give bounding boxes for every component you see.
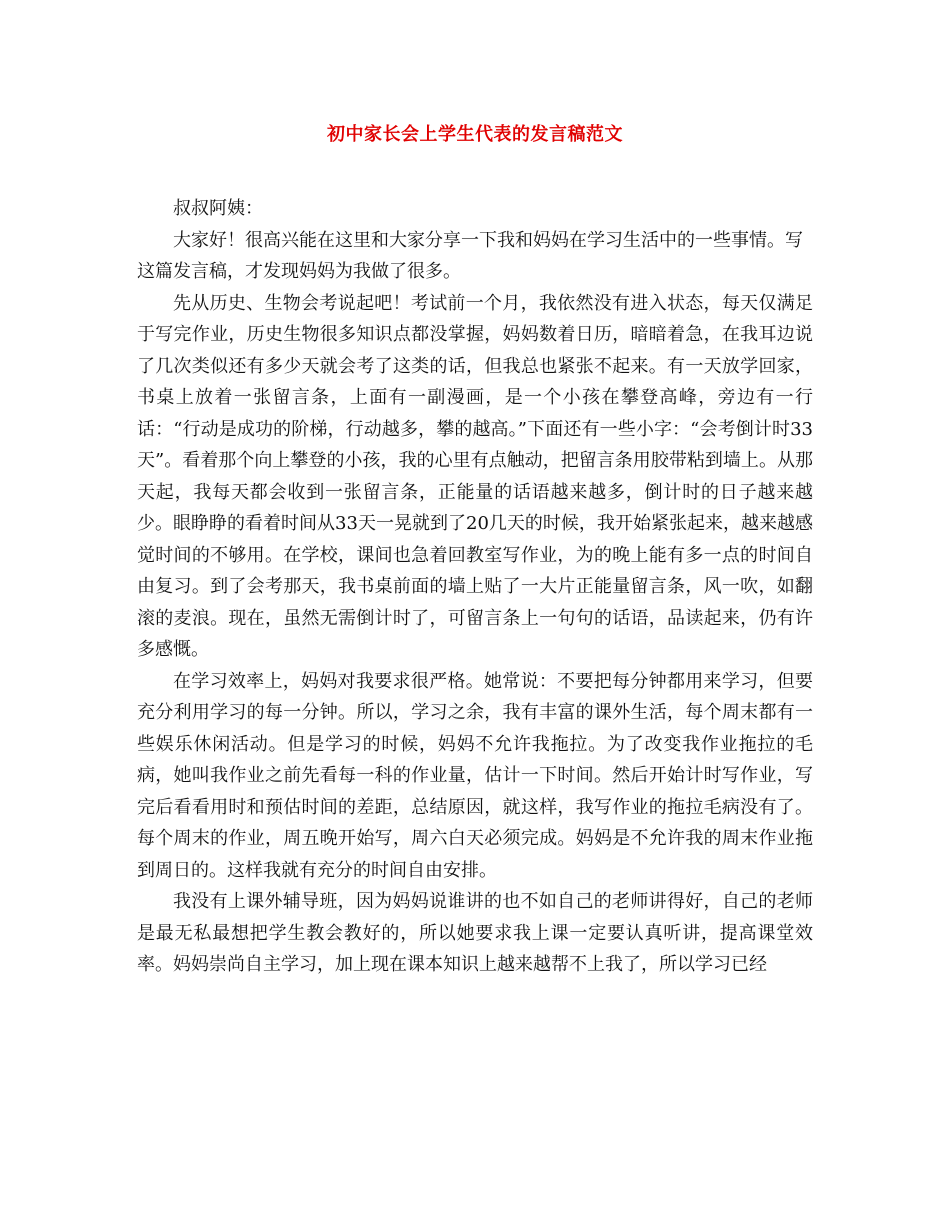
document-title: 初中家长会上学生代表的发言稿范文 (327, 124, 623, 145)
document-body (137, 193, 813, 981)
body-paragraph-tutoring: 我没有上课外辅导班，因为妈妈说谁讲的也不如自己的老师讲得好，自己的老师是最无私最想把学生教会教好的，所以她要求我上课一定要认真听讲，提高课堂效率。妈妈崇尚自主学习，加上现在课本知识上越来越帮不上我了，所以学习已经 (137, 891, 813, 975)
salutation-paragraph: 叔叔阿姨： (173, 198, 263, 219)
body-paragraph-efficiency: 在学习效率上，妈妈对我要求很严格。她常说：不要把每分钟都用来学习，但要充分利用学习的每一分钟。所以，学习之余，我有丰富的课外生活，每个周末都有一些娱乐休闲活动。但是学习的时候，妈妈不允许我拖拉。为了改变我作业拖拉的毛病，她叫我作业之前先看每一科的作业量，估计一下时间。然后开始计时写作业，写完后看看用时和预估时间的差距，总结原因，就这样，我写作业的拖拉毛病没有了。每个周末的作业，周五晚开始写，周六白天必须完成。妈妈是不允许我的周末作业拖到周日的。这样我就有充分的时间自由安排。 (137, 670, 813, 881)
greeting-paragraph: 大家好！很高兴能在这里和大家分享一下我和妈妈在学习生活中的一些事情。写这篇发言稿，才发现妈妈为我做了很多。 (137, 229, 803, 282)
body-paragraph-exam: 先从历史、生物会考说起吧！考试前一个月，我依然没有进入状态，每天仅满足于写完作业，历史生物很多知识点都没掌握，妈妈数着日历，暗暗着急，在我耳边说了几次类似还有多少天就会考了这类的话，但我总也紧张不起来。有一天放学回家，书桌上放着一张留言条，上面有一副漫画，是一个小孩在攀登高峰，旁边有一行话：“行动是成功的阶梯，行动越多，攀的越高。”下面还有一些小字：“会考倒计时33天”。看着那个向上攀登的小孩，我的心里有点触动，把留言条用胶带粘到墙上。从那天起，我每天都会收到一张留言条，正能量的话语越来越多，倒计时的日子越来越少。眼睁睁的看着时间从33天一晃就到了20几天的时候，我开始紧张起来，越来越感觉时间的不够用。在学校，课间也急着回教室写作业，为的晚上能有多一点的时间自由复习。到了会考那天，我书桌前面的墙上贴了一大片正能量留言条，风一吹，如翻滚的麦浪。现在，虽然无需倒计时了，可留言条上一句句的话语，品读起来，仍有许多感慨。 (137, 292, 813, 660)
